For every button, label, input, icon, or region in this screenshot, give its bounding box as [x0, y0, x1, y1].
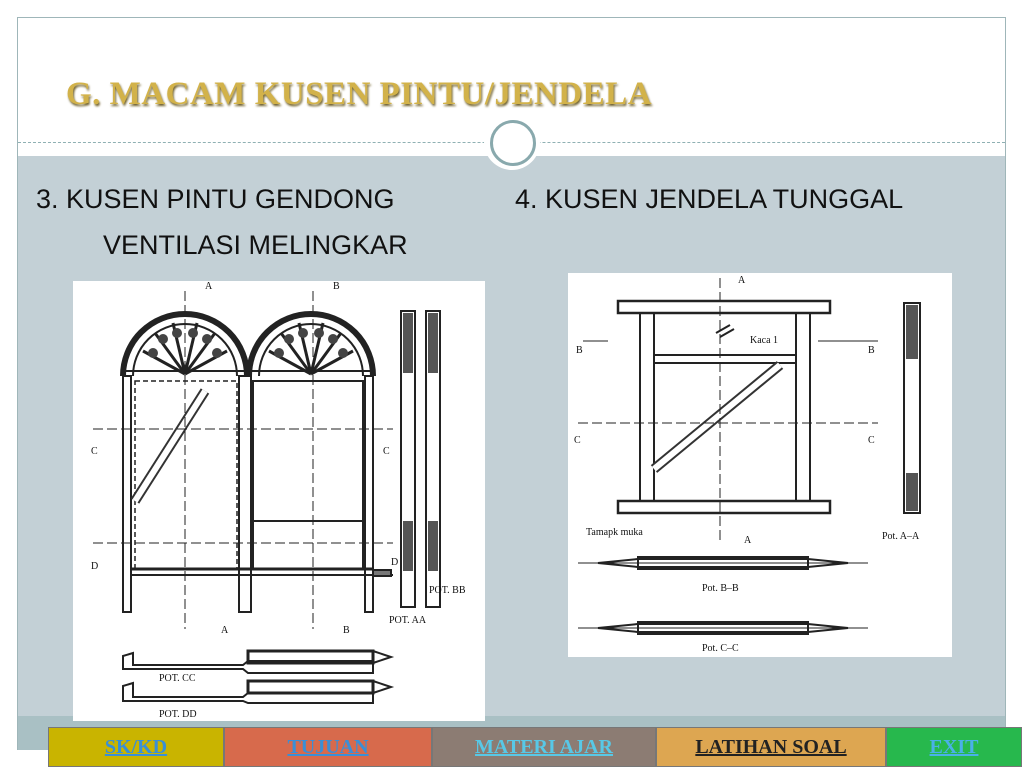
win-label-c-right: C [868, 435, 875, 446]
win-label-pot-bb: Pot. B–B [702, 583, 739, 594]
label-a-bottom: A [221, 625, 229, 636]
win-label-pot-aa: Pot. A–A [882, 531, 920, 542]
label-b-bottom: B [343, 625, 350, 636]
win-label-a-bottom: A [744, 535, 752, 546]
label-a-top: A [205, 281, 213, 292]
nav-exit-button[interactable] [886, 727, 1022, 767]
win-label-c-left: C [574, 435, 581, 446]
nav-tujuan-label: TUJUAN [287, 735, 369, 758]
label-d-left: D [91, 561, 99, 572]
nav-sk-kd-button[interactable] [48, 727, 224, 767]
label-pot-aa: POT. AA [389, 615, 427, 626]
win-label-b-left: B [576, 345, 583, 356]
nav-materi-ajar-button[interactable] [432, 727, 656, 767]
nav-bar [48, 727, 1022, 767]
nav-sk-kd-label: SK/KD [104, 735, 168, 758]
left-caption-line2: VENTILASI MELINGKAR [103, 230, 408, 260]
window-frame-svg [568, 273, 952, 657]
win-label-b-right: B [868, 345, 875, 356]
nav-exit-label: EXIT [929, 735, 979, 758]
label-pot-dd: POT. DD [159, 709, 197, 720]
label-d-right: D [391, 557, 399, 568]
slide-title: G. MACAM KUSEN PINTU/JENDELA [66, 76, 653, 112]
win-label-a-top: A [738, 275, 746, 286]
label-b-top: B [333, 281, 340, 292]
nav-latihan-soal-button[interactable] [656, 727, 886, 767]
nav-latihan-soal-label: LATIHAN SOAL [695, 735, 847, 758]
label-pot-cc: POT. CC [159, 673, 196, 684]
door-frame-drawing [73, 281, 485, 721]
left-caption-line1: 3. KUSEN PINTU GENDONG [36, 184, 395, 214]
nav-tujuan-button[interactable] [224, 727, 432, 767]
win-label-kaca: Kaca 1 [750, 335, 779, 346]
win-label-tampak: Tamapk muka [586, 527, 643, 538]
win-label-pot-cc: Pot. C–C [702, 643, 739, 654]
nav-materi-ajar-label: MATERI AJAR [475, 735, 613, 758]
window-frame-drawing [568, 273, 952, 657]
right-caption: 4. KUSEN JENDELA TUNGGAL [515, 184, 904, 214]
label-c-right: C [383, 446, 390, 457]
label-c-left: C [91, 446, 98, 457]
door-frame-svg [73, 281, 485, 721]
label-pot-bb: POT. BB [429, 585, 466, 596]
divider-circle-icon [490, 120, 536, 166]
